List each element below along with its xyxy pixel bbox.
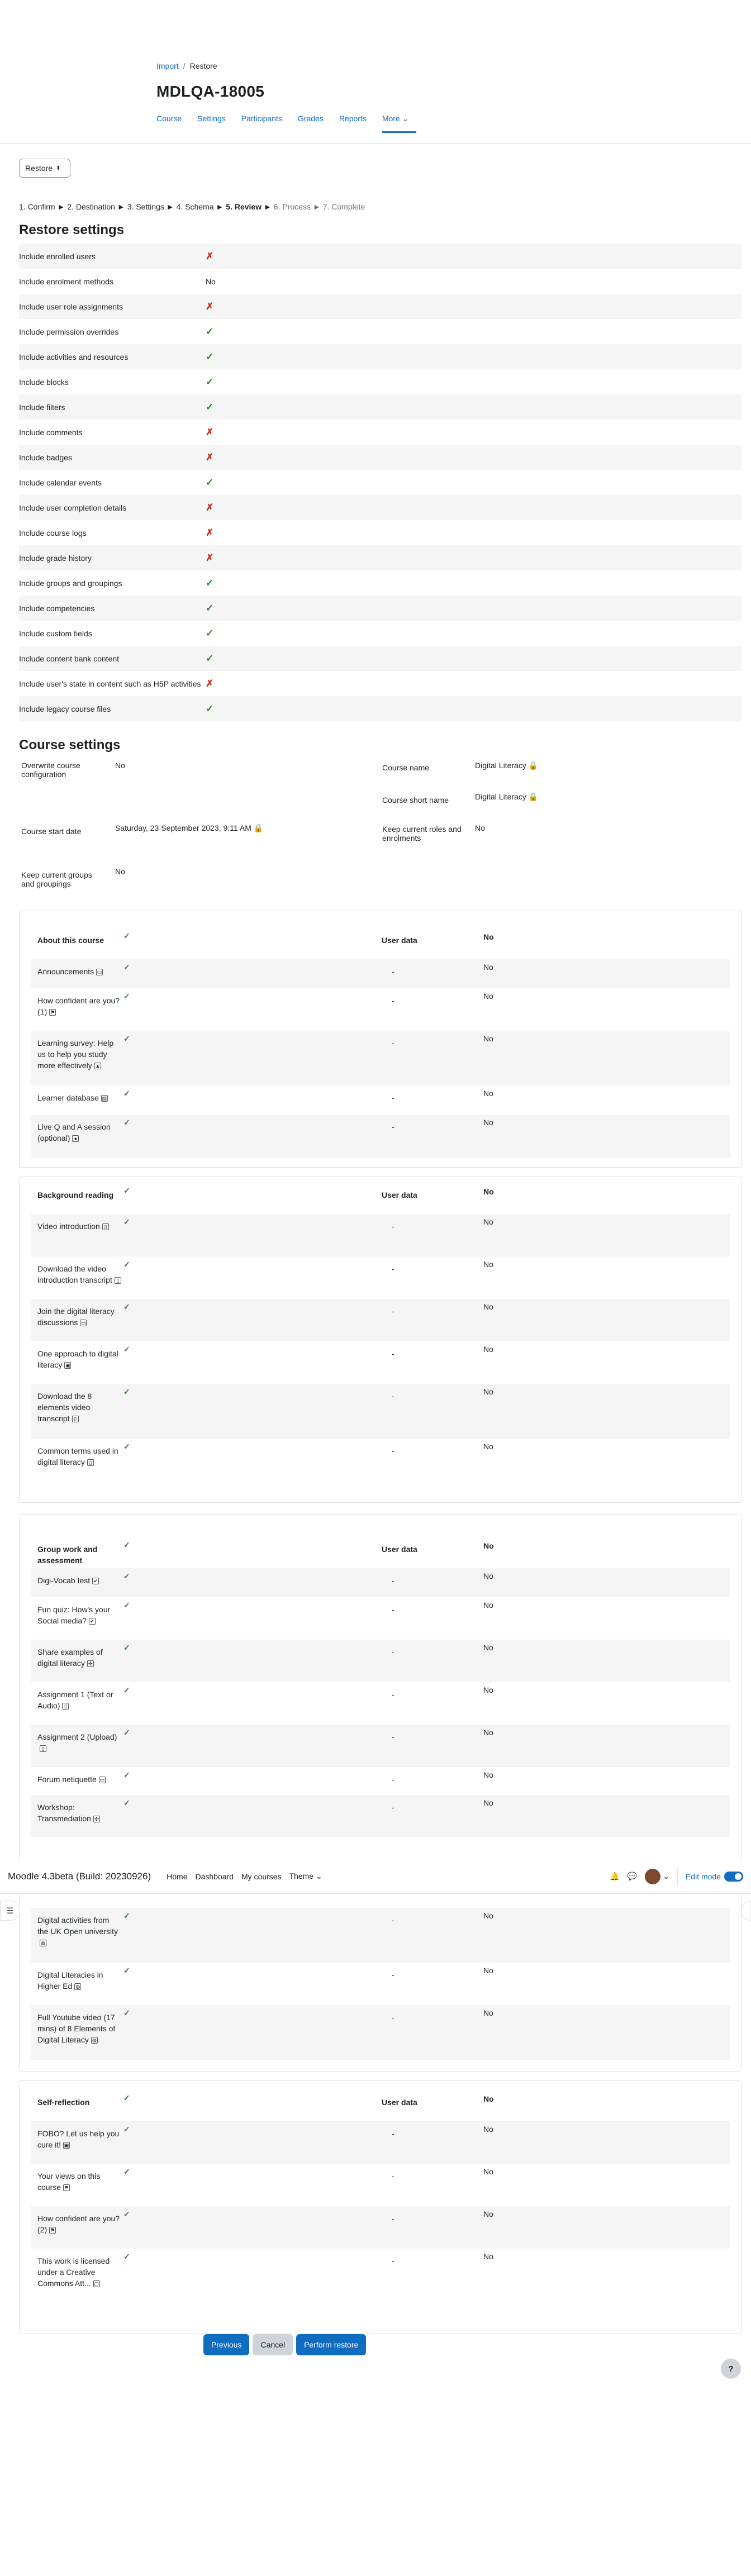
quiz-icon: ✔ xyxy=(92,1578,99,1584)
section-box xyxy=(19,2080,742,2334)
action-select-value: Restore xyxy=(25,164,53,173)
activity-name: Video introduction ▯ xyxy=(37,1221,121,1232)
activity-row xyxy=(31,1597,730,1640)
restore-setting-row xyxy=(19,520,742,545)
restore-setting-row xyxy=(19,570,742,596)
activity-row xyxy=(31,1682,730,1725)
activity-name: Fun quiz: How's your Social media? ✔ xyxy=(37,1605,111,1625)
restore-setting-row xyxy=(19,470,742,495)
cross-icon: ✗ xyxy=(206,301,214,312)
course-nav-item[interactable]: Participants xyxy=(241,114,282,123)
user-data-dash: - xyxy=(392,1648,394,1656)
cancel-button[interactable]: Cancel xyxy=(253,2334,293,2355)
user-data-label: User data xyxy=(382,2098,417,2107)
check-icon: ✓ xyxy=(123,1217,130,1226)
page-title: MDLQA-18005 xyxy=(156,83,265,100)
setting-label: Include calendar events xyxy=(19,478,102,487)
activity-row xyxy=(31,2164,730,2206)
lock-icon: 🔒 xyxy=(528,761,539,770)
course-nav-item[interactable]: Course xyxy=(156,114,182,123)
restore-stages xyxy=(19,202,367,211)
check-icon: ✓ xyxy=(123,2093,130,2102)
user-data-dash: - xyxy=(392,1970,394,1979)
user-data-label: User data xyxy=(382,1191,417,1199)
section-no: No xyxy=(483,1187,494,1196)
activity-row xyxy=(31,1341,730,1384)
lock-icon: 🔒 xyxy=(253,823,264,832)
breadcrumb-import[interactable]: Import xyxy=(156,61,179,70)
user-data-label: User data xyxy=(382,936,417,945)
activity-no: No xyxy=(483,1118,493,1127)
activity-row xyxy=(31,1568,730,1597)
activity-row xyxy=(31,959,730,988)
activity-row xyxy=(31,1299,730,1341)
check-icon: ✓ xyxy=(206,401,214,412)
activity-row xyxy=(31,1085,730,1115)
block-drawer-toggle[interactable] xyxy=(741,1901,751,1921)
check-icon: ✓ xyxy=(123,1601,130,1610)
check-icon: ✓ xyxy=(123,2210,130,2218)
activity-name: One approach to digital literacy ▣ xyxy=(37,1349,118,1369)
activity-row xyxy=(31,1384,730,1439)
check-icon: ✓ xyxy=(123,1572,130,1580)
activity-no: No xyxy=(483,992,493,1001)
check-icon: ✓ xyxy=(123,1770,130,1779)
user-data-dash: - xyxy=(392,967,394,976)
setting-label: Include blocks xyxy=(19,377,69,387)
activity-no: No xyxy=(483,1387,493,1396)
check-icon: ✓ xyxy=(123,2167,130,2176)
activity-name: Assignment 1 (Text or Audio) ▯ xyxy=(37,1690,113,1710)
file-icon: ▯ xyxy=(115,1277,121,1284)
check-icon: ✓ xyxy=(123,1798,130,1807)
cross-icon: ✗ xyxy=(206,426,214,437)
restore-setting-row xyxy=(19,244,742,269)
activity-no: No xyxy=(483,2008,493,2017)
user-data-dash: - xyxy=(392,1222,394,1231)
survey-icon: ▲ xyxy=(95,1063,101,1069)
section-box xyxy=(19,1866,742,2072)
activity-no: No xyxy=(483,1728,493,1737)
activity-no: No xyxy=(483,1770,493,1779)
user-data-dash: - xyxy=(392,1732,394,1741)
course-name-value: Digital Literacy 🔒 xyxy=(475,761,539,770)
workshop-icon: ✣ xyxy=(87,1660,94,1667)
restore-setting-row xyxy=(19,696,742,721)
check-icon: ✓ xyxy=(123,2008,130,2017)
activity-name: Your views on this course ⚑ xyxy=(37,2172,101,2192)
check-icon: ✓ xyxy=(123,1387,130,1396)
activity-row xyxy=(31,1640,730,1682)
check-icon: ✓ xyxy=(123,963,130,972)
keep-roles-label: Keep current roles and enrolments xyxy=(382,825,462,842)
check-icon: ✓ xyxy=(206,376,214,387)
restore-setting-row xyxy=(19,545,742,570)
setting-label: Include groups and groupings xyxy=(19,578,122,588)
user-data-dash: - xyxy=(392,1307,394,1316)
check-icon: ✓ xyxy=(206,326,214,337)
stage-1: 1. Confirm ► xyxy=(19,202,65,211)
activity-no: No xyxy=(483,1911,493,1920)
user-data-dash: - xyxy=(392,1093,394,1102)
setting-label: Include enrolled users xyxy=(19,251,96,261)
check-icon: ✓ xyxy=(206,477,214,488)
activity-no: No xyxy=(483,1798,493,1807)
activity-no: No xyxy=(483,1260,493,1269)
check-icon: ✓ xyxy=(123,1260,130,1269)
activity-no: No xyxy=(483,1643,493,1652)
user-data-dash: - xyxy=(392,2214,394,2223)
setting-label: Include user's state in content such as H5P activities xyxy=(19,679,201,688)
setting-label: Include content bank content xyxy=(19,654,120,663)
course-name-label: Course name xyxy=(382,763,430,772)
feedback-icon: ⚑ xyxy=(64,2185,69,2191)
activity-no: No xyxy=(483,2167,493,2176)
check-icon: ✓ xyxy=(123,1442,130,1451)
url-icon: ◍ xyxy=(91,2037,98,2044)
check-icon: ✓ xyxy=(123,1685,130,1694)
bell-icon[interactable]: 🔔 xyxy=(610,1872,620,1880)
user-data-dash: - xyxy=(392,2256,394,2265)
user-data-dash: - xyxy=(392,2172,394,2180)
overwrite-value: No xyxy=(115,761,125,770)
workshop-icon: ✣ xyxy=(93,1816,100,1822)
setting-label: Include legacy course files xyxy=(19,704,111,713)
activity-name: Share examples of digital literacy ✣ xyxy=(37,1648,103,1668)
activity-row xyxy=(31,1908,730,1963)
user-data-dash: - xyxy=(392,1446,394,1455)
nav-mycourses[interactable]: My courses xyxy=(241,1872,282,1881)
forum-icon: ▭ xyxy=(99,1777,105,1783)
edit-mode-label: Edit mode xyxy=(685,1872,721,1881)
nav-dashboard[interactable]: Dashboard xyxy=(195,1872,234,1881)
user-data-dash: - xyxy=(392,1775,394,1784)
setting-label: Include grade history xyxy=(19,553,92,563)
course-navigation xyxy=(156,114,424,133)
url-icon: ◍ xyxy=(40,1940,46,1946)
help-icon: ? xyxy=(728,2364,734,2374)
user-data-dash: - xyxy=(392,1122,394,1131)
section-box xyxy=(19,1177,742,1503)
activity-no: No xyxy=(483,1572,493,1580)
action-buttons xyxy=(203,2334,366,2355)
cross-icon: ✗ xyxy=(206,451,214,463)
nav-divider xyxy=(0,143,751,144)
section-title: Group work and assessment xyxy=(37,1545,98,1565)
setting-label: Include user completion details xyxy=(19,503,127,512)
check-icon: ✓ xyxy=(123,1643,130,1652)
short-name-label: Course short name xyxy=(382,796,449,804)
stage-6: 6. Process ► xyxy=(273,202,321,211)
activity-row xyxy=(31,1767,730,1795)
activity-row xyxy=(31,1214,730,1256)
user-data-dash: - xyxy=(392,1605,394,1614)
top-navbar xyxy=(0,1859,751,1894)
restore-setting-row xyxy=(19,319,742,344)
activity-no: No xyxy=(483,1685,493,1694)
previous-button[interactable]: Previous xyxy=(203,2334,249,2355)
check-icon: ✓ xyxy=(123,1345,130,1354)
setting-label: Include competencies xyxy=(19,603,95,613)
course-nav-item[interactable]: More ⌄ xyxy=(382,114,417,133)
activity-name: Live Q and A session (optional) ● xyxy=(37,1122,111,1142)
restore-setting-row xyxy=(19,294,742,319)
feedback-icon: ⚑ xyxy=(50,2227,55,2234)
check-icon: ✓ xyxy=(206,602,214,613)
activity-no: No xyxy=(483,1966,493,1975)
setting-label: Include comments xyxy=(19,427,83,437)
setting-label: Include badges xyxy=(19,453,72,462)
check-icon: ✓ xyxy=(123,931,130,940)
section-title: About this course xyxy=(37,936,104,945)
restore-setting-row xyxy=(19,269,742,294)
setting-label: Include user role assignments xyxy=(19,302,123,311)
database-icon: ▤ xyxy=(102,1096,107,1102)
course-nav-item[interactable]: Reports xyxy=(339,114,367,123)
restore-setting-row xyxy=(19,671,742,696)
activity-name: How confident are you? (1) ⚑ xyxy=(37,996,120,1016)
user-data-label: User data xyxy=(382,1545,417,1554)
lock-icon: 🔒 xyxy=(528,792,539,801)
forum-icon: ▭ xyxy=(97,969,102,975)
setting-value: No xyxy=(206,277,216,286)
cross-icon: ✗ xyxy=(206,527,214,538)
user-data-dash: - xyxy=(392,1349,394,1358)
activity-row xyxy=(31,2121,730,2164)
setting-label: Include filters xyxy=(19,402,65,412)
restore-settings-heading: Restore settings xyxy=(19,222,125,237)
activity-name: This work is licensed under a Creative Commons Att... ▢ xyxy=(37,2256,110,2288)
stage-4: 4. Schema ► xyxy=(176,202,224,211)
check-icon: ✓ xyxy=(206,351,214,362)
setting-label: Include activities and resources xyxy=(19,352,129,361)
stage-5: 5. Review ► xyxy=(226,202,272,211)
start-date-value: Saturday, 23 September 2023, 9:11 AM 🔒 xyxy=(115,823,264,832)
setting-label: Include permission overrides xyxy=(19,327,119,336)
activity-name: FOBO? Let us help you cure it! ▣ xyxy=(37,2129,120,2149)
section-no: No xyxy=(483,1541,494,1550)
activity-name: Assignment 2 (Upload)▯ xyxy=(37,1732,117,1752)
activity-name: Workshop: Transmediation ✣ xyxy=(37,1802,121,1824)
restore-setting-row xyxy=(19,445,742,470)
activity-name: Announcements ▭ xyxy=(37,967,102,976)
activity-no: No xyxy=(483,1217,493,1226)
activity-no: No xyxy=(483,2252,493,2261)
check-icon: ✓ xyxy=(206,653,214,664)
user-data-dash: - xyxy=(392,1576,394,1585)
short-name-value: Digital Literacy 🔒 xyxy=(475,792,539,801)
activity-row xyxy=(31,1439,730,1481)
user-data-dash: - xyxy=(392,1803,394,1812)
user-data-dash: - xyxy=(392,1916,394,1925)
assign-icon: ▯ xyxy=(40,1745,46,1752)
setting-label: Include enrolment methods xyxy=(19,277,113,286)
user-data-dash: - xyxy=(392,996,394,1005)
avatar[interactable] xyxy=(645,1869,660,1884)
restore-setting-row xyxy=(19,646,742,671)
book-icon: ▣ xyxy=(65,1363,70,1369)
url-icon: ◍ xyxy=(74,1983,81,1990)
stage-7: 7. Complete xyxy=(322,202,365,211)
activity-name: Forum netiquette ▭ xyxy=(37,1775,105,1784)
course-nav-item[interactable]: Settings xyxy=(197,114,226,123)
activity-name: Download the 8 elements video transcript ▯ xyxy=(37,1392,92,1423)
h5p-icon: ▣ xyxy=(64,2142,69,2149)
perform-restore-button[interactable]: Perform restore xyxy=(296,2334,366,2355)
keep-roles-value: No xyxy=(475,823,485,832)
chevron-down-icon: ⬍ xyxy=(56,165,61,172)
activity-name: Common terms used in digital literacy ▯ xyxy=(37,1446,118,1466)
page-header xyxy=(156,61,424,133)
forum-icon: ▭ xyxy=(81,1320,86,1326)
list-icon: ☰ xyxy=(6,1906,14,1915)
check-icon: ✓ xyxy=(123,1540,130,1549)
stage-2: 2. Destination ► xyxy=(67,202,125,211)
activity-no: No xyxy=(483,1601,493,1610)
activity-row xyxy=(31,1725,730,1767)
bigbluebutton-icon: ● xyxy=(72,1135,79,1142)
activity-name: Digi-Vocab test ✔ xyxy=(37,1575,121,1586)
activity-row xyxy=(31,1963,730,2005)
check-icon: ✓ xyxy=(123,1302,130,1311)
restore-setting-row xyxy=(19,420,742,445)
user-data-dash: - xyxy=(392,2129,394,2138)
site-brand[interactable]: Moodle 4.3beta (Build: 20230926) xyxy=(8,1870,151,1882)
setting-label: Include course logs xyxy=(19,528,87,537)
activity-name: How confident are you? (2) ⚑ xyxy=(37,2214,120,2234)
nav-theme[interactable]: Theme ⌄ xyxy=(289,1872,322,1880)
restore-setting-row xyxy=(19,369,742,394)
activity-row xyxy=(31,1795,730,1837)
edit-mode-toggle[interactable] xyxy=(724,1872,743,1882)
activity-no: No xyxy=(483,1302,493,1311)
chevron-down-icon[interactable]: ⌄ xyxy=(663,1872,669,1880)
course-settings-heading: Course settings xyxy=(19,737,121,753)
glossary-icon: ▯ xyxy=(87,1459,94,1466)
check-icon: ✓ xyxy=(123,1118,130,1127)
activity-no: No xyxy=(483,2210,493,2218)
restore-setting-row xyxy=(19,344,742,369)
activity-name: Download the video introduction transcript ▯ xyxy=(37,1263,121,1285)
activity-name: Learning survey: Help us to help you study more effectively ▲ xyxy=(37,1039,114,1070)
check-icon: ✓ xyxy=(123,992,130,1001)
check-icon: ✓ xyxy=(123,2125,130,2134)
breadcrumb-restore: Restore xyxy=(189,61,217,70)
activity-row xyxy=(31,2249,730,2304)
user-data-dash: - xyxy=(392,1039,394,1047)
cross-icon: ✗ xyxy=(206,678,214,689)
activity-name: Join the digital literacy discussions ▭ xyxy=(37,1307,115,1327)
nav-home[interactable]: Home xyxy=(167,1872,188,1881)
check-icon: ✓ xyxy=(123,1186,130,1195)
section-no: No xyxy=(483,2094,494,2103)
file-icon: ▯ xyxy=(102,1223,109,1230)
start-date-label: Course start date xyxy=(21,827,82,836)
help-button[interactable] xyxy=(721,2359,741,2379)
activity-name: Learner database ▤ xyxy=(37,1093,107,1102)
user-data-dash: - xyxy=(392,1264,394,1273)
activity-no: No xyxy=(483,2125,493,2134)
course-index-toggle[interactable] xyxy=(0,1901,20,1921)
user-data-dash: - xyxy=(392,1690,394,1699)
section-box xyxy=(19,911,742,1168)
restore-setting-row xyxy=(19,394,742,420)
activity-no: No xyxy=(483,1034,493,1043)
check-icon: ✓ xyxy=(206,627,214,639)
keep-groups-value: No xyxy=(115,867,125,876)
section-title: Self-reflection xyxy=(37,2098,90,2107)
check-icon: ✓ xyxy=(123,1911,130,1920)
activity-no: No xyxy=(483,1089,493,1098)
quiz-icon: ✔ xyxy=(89,1618,96,1625)
setting-label: Include custom fields xyxy=(19,628,92,638)
restore-setting-row xyxy=(19,495,742,520)
activity-row xyxy=(31,1256,730,1299)
activity-name: Digital Literacies in Higher Ed ◍ xyxy=(37,1970,103,1991)
restore-setting-row xyxy=(19,596,742,621)
activity-name: Digital activities from the UK Open university◍ xyxy=(37,1916,118,1946)
action-select[interactable] xyxy=(19,159,70,178)
breadcrumb: Import / Restore xyxy=(156,61,217,70)
check-icon: ✓ xyxy=(123,1966,130,1975)
check-icon: ✓ xyxy=(123,1034,130,1043)
check-icon: ✓ xyxy=(206,703,214,714)
feedback-icon: ⚑ xyxy=(50,1010,55,1016)
chat-icon[interactable]: 💬 xyxy=(627,1872,638,1880)
cross-icon: ✗ xyxy=(206,552,214,563)
section-no: No xyxy=(483,932,494,941)
user-data-dash: - xyxy=(392,2013,394,2022)
activity-no: No xyxy=(483,963,493,972)
section-box xyxy=(19,1514,742,1860)
activity-row xyxy=(31,1031,730,1085)
activity-row xyxy=(31,2005,730,2060)
cross-icon: ✗ xyxy=(206,250,214,261)
stage-3: 3. Settings ► xyxy=(127,202,174,211)
activity-name: Full Youtube video (17 mins) of 8 Elements of Digital Literacy ◍ xyxy=(37,2013,116,2044)
restore-settings-list xyxy=(19,244,742,721)
check-icon: ✓ xyxy=(123,1728,130,1737)
activity-row xyxy=(31,2206,730,2249)
assign-icon: ▯ xyxy=(62,1703,69,1710)
page-icon: ▢ xyxy=(94,2281,99,2287)
course-nav-item[interactable]: Grades xyxy=(297,114,324,123)
user-data-dash: - xyxy=(392,1392,394,1401)
activity-row xyxy=(31,988,730,1031)
activity-no: No xyxy=(483,1345,493,1354)
restore-setting-row xyxy=(19,621,742,646)
cross-icon: ✗ xyxy=(206,502,214,513)
overwrite-label: Overwrite course configuration xyxy=(21,761,80,779)
check-icon: ✓ xyxy=(206,577,214,588)
keep-groups-label: Keep current groups and groupings xyxy=(21,870,92,888)
check-icon: ✓ xyxy=(123,2252,130,2261)
section-title: Background reading xyxy=(37,1191,114,1199)
activity-row xyxy=(31,1115,730,1158)
check-icon: ✓ xyxy=(123,1089,130,1098)
activity-no: No xyxy=(483,1442,493,1451)
file-icon: ▯ xyxy=(72,1416,79,1422)
